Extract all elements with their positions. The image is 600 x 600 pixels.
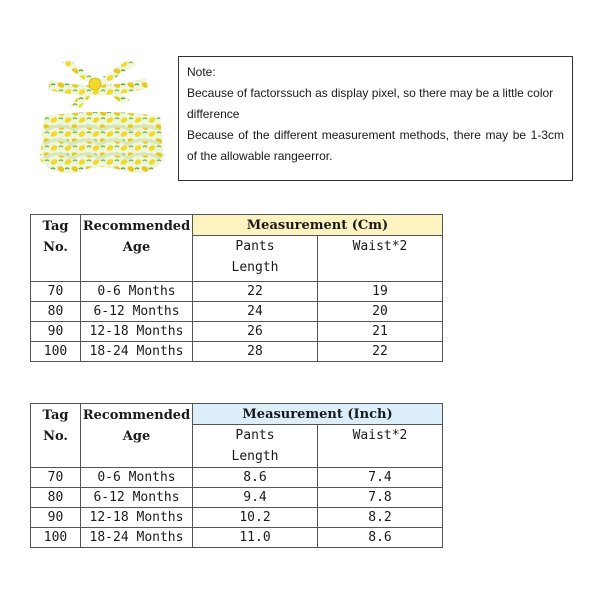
- size-table-cm: [30, 214, 443, 362]
- waist-cell: 7.4: [318, 468, 443, 488]
- pants-cell: 9.4: [193, 488, 318, 508]
- bloomer: [40, 112, 164, 174]
- age-cell: 18-24 Months: [81, 528, 193, 548]
- tag-cell: 90: [31, 322, 81, 342]
- age-cell: 12-18 Months: [81, 508, 193, 528]
- age-cell: 0-6 Months: [81, 468, 193, 488]
- pants-cell: 28: [193, 342, 318, 362]
- age-cell: 6-12 Months: [81, 488, 193, 508]
- tag-cell: 70: [31, 468, 81, 488]
- waist-cell: 22: [318, 342, 443, 362]
- headband: [48, 60, 148, 108]
- waist-cell: 21: [318, 322, 443, 342]
- table-row: [31, 488, 443, 508]
- table-row: [31, 528, 443, 548]
- tag-cell: 90: [31, 508, 81, 528]
- note-line-2: Because of the different measurement methods, there may be 1-3cm of the allowable rangeerror.: [187, 128, 564, 163]
- table-row: [31, 508, 443, 528]
- note-title: Note:: [187, 65, 216, 79]
- waist-header: Waist*2: [318, 425, 443, 468]
- pants-cell: 11.0: [193, 528, 318, 548]
- pants-cell: 24: [193, 302, 318, 322]
- tag-cell: 100: [31, 342, 81, 362]
- table-row: [31, 302, 443, 322]
- tag-cell: 70: [31, 282, 81, 302]
- pants-cell: 22: [193, 282, 318, 302]
- waist-cell: 8.2: [318, 508, 443, 528]
- note-box: [178, 56, 573, 181]
- waist-cell: 19: [318, 282, 443, 302]
- table-row: [31, 322, 443, 342]
- tag-cell: 100: [31, 528, 81, 548]
- pants-length-header: Pants Length: [193, 236, 318, 282]
- waist-header: Waist*2: [318, 236, 443, 282]
- tag-cell: 80: [31, 488, 81, 508]
- size-table-inch: [30, 403, 443, 548]
- age-cell: 6-12 Months: [81, 302, 193, 322]
- tag-cell: 80: [31, 302, 81, 322]
- age-cell: 12-18 Months: [81, 322, 193, 342]
- tag-header: Tag No.: [31, 404, 81, 468]
- waist-cell: 20: [318, 302, 443, 322]
- table-row: [31, 282, 443, 302]
- waist-cell: 7.8: [318, 488, 443, 508]
- age-cell: 0-6 Months: [81, 282, 193, 302]
- table-row: [31, 468, 443, 488]
- age-header: Recommended Age: [81, 404, 193, 468]
- age-header: Recommended Age: [81, 215, 193, 282]
- tag-header: Tag No.: [31, 215, 81, 282]
- measurement-header: Measurement (Inch): [193, 404, 443, 425]
- pants-cell: 8.6: [193, 468, 318, 488]
- age-cell: 18-24 Months: [81, 342, 193, 362]
- pants-cell: 26: [193, 322, 318, 342]
- pants-length-header: Pants Length: [193, 425, 318, 468]
- measurement-header: Measurement (Cm): [193, 215, 443, 236]
- waist-cell: 8.6: [318, 528, 443, 548]
- product-image: [36, 60, 168, 180]
- pants-cell: 10.2: [193, 508, 318, 528]
- note-line-1: Because of factorssuch as display pixel, so there may be a little color difference: [187, 86, 554, 121]
- table-row: [31, 342, 443, 362]
